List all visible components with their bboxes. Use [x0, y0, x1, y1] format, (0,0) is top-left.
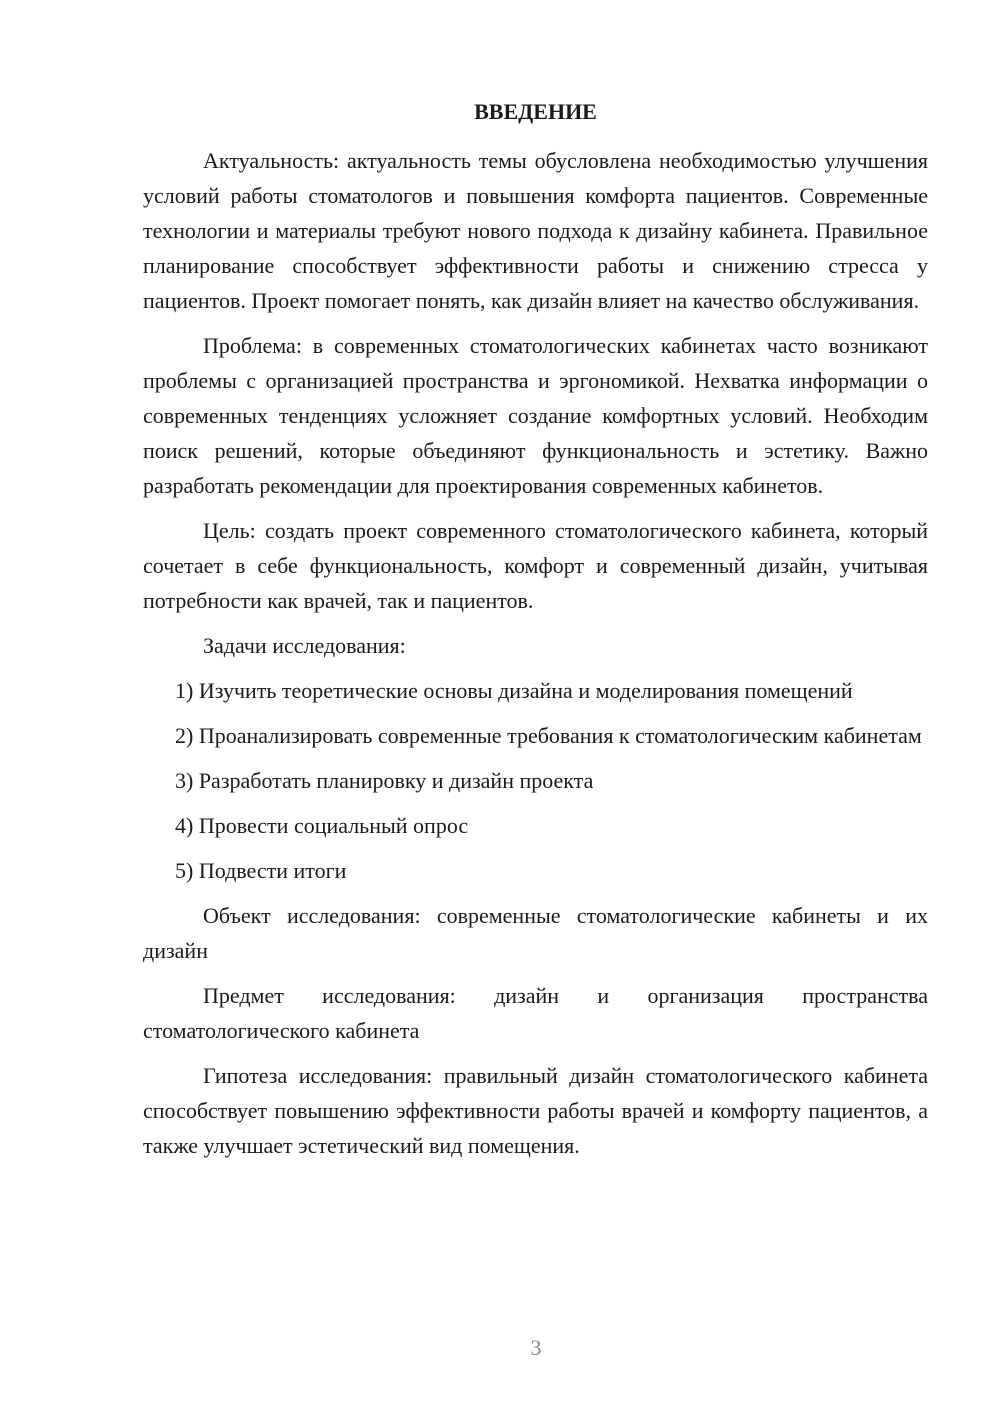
- tasks-heading: Задачи исследования:: [203, 633, 406, 658]
- paragraph-subject: Предмет исследования: дизайн и организация пространства стоматологического кабинета: [143, 983, 928, 1043]
- task-item-5: 5) Подвести итоги: [175, 858, 347, 883]
- task-item-1: 1) Изучить теоретические основы дизайна и моделирования помещений: [175, 678, 853, 703]
- paragraph-hypothesis: Гипотеза исследования: правильный дизайн стоматологического кабинета способствует повышению эффективности работы врачей и комфорту пациентов, а также улучшает эстетический вид помещения.: [143, 1063, 928, 1158]
- paragraph-relevance: Актуальность: актуальность темы обусловлена необходимостью улучшения условий работы стоматологов и повышения комфорта пациентов. Современные технологии и материалы требуют нового подхода к дизайну кабинета. Правильное планирование способствует эффективности работы и снижению стресса у пациентов. Проект помогает понять, как дизайн влияет на качество обслуживания.: [143, 148, 928, 313]
- task-item-2: 2) Проанализировать современные требования к стоматологическим кабинетам: [175, 723, 922, 748]
- task-item-4: 4) Провести социальный опрос: [175, 813, 469, 838]
- section-title: ВВЕДЕНИЕ: [474, 99, 597, 124]
- task-item-3: 3) Разработать планировку и дизайн проекта: [175, 768, 594, 793]
- paragraph-goal: Цель: создать проект современного стоматологического кабинета, который сочетает в себе функциональность, комфорт и современный дизайн, учитывая потребности как врачей, так и пациентов.: [143, 518, 928, 613]
- paragraph-object: Объект исследования: современные стоматологические кабинеты и их дизайн: [143, 903, 928, 963]
- paragraph-problem: Проблема: в современных стоматологических кабинетах часто возникают проблемы с организацией пространства и эргономикой. Нехватка информации о современных тенденциях усложняет создание комфортных условий. Необходим поиск решений, которые объединяют функциональность и эстетику. Важно разработать рекомендации для проектирования современных кабинетов.: [143, 333, 928, 498]
- page-number: 3: [530, 1335, 542, 1360]
- document-page: [143, 94, 928, 1173]
